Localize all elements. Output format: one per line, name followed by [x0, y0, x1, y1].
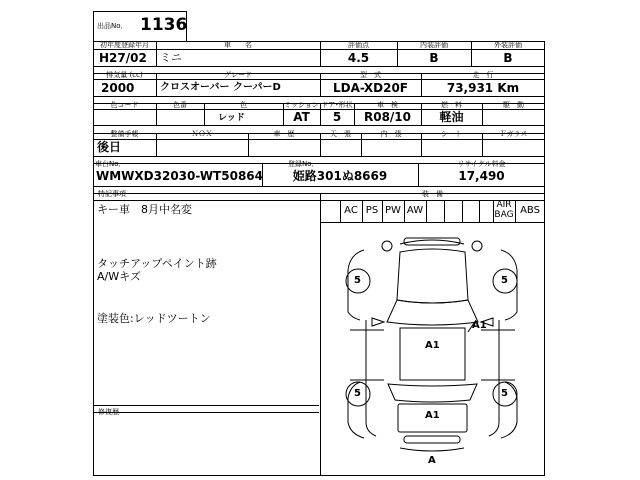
right-side-damage: A1	[472, 320, 487, 331]
equipment-row	[320, 200, 545, 222]
grade-value: クロスオーバー クーパーD	[160, 82, 281, 93]
remark-line-3: A/Wキズ	[97, 270, 141, 283]
recycle-label: リサイクル料金	[457, 160, 506, 168]
equipment-ps: PS	[365, 205, 379, 216]
history-label: 車 歴	[273, 130, 295, 138]
score-value: 4.5	[347, 51, 370, 65]
remark-line-1: キー車 8月中名変	[97, 203, 192, 216]
equipment-abs: ABS	[520, 205, 540, 216]
equipment-pw: PW	[385, 205, 401, 216]
transmission-value: AT	[293, 110, 310, 124]
equipment-air: AIR	[496, 200, 512, 210]
score-label: 評価点	[348, 41, 369, 49]
interior-trim-label: 内 張	[380, 130, 402, 138]
fuel-label: 燃 料	[441, 101, 462, 109]
nox-label: ＮＯＸ	[191, 130, 213, 138]
transmission-label: ミッション	[284, 101, 319, 109]
mileage-value: 73,931 Km	[446, 81, 520, 95]
chassis-label: 車台No．	[95, 160, 126, 168]
registration-label: 登録No．	[288, 160, 319, 168]
fuel-value: 軽油	[439, 110, 464, 124]
equipment-ac: AC	[344, 205, 358, 216]
exterior-score-label: 外装評価	[494, 41, 522, 49]
reg-date-value: H27/02	[99, 51, 147, 65]
equipment-bag: BAG	[494, 210, 514, 220]
equipment-aw: AW	[406, 205, 424, 216]
lot-number-label: 出品No．	[97, 22, 128, 30]
roof-damage: A1	[425, 340, 440, 351]
equipment-label: 装 備	[422, 190, 443, 198]
displacement-value: 2000	[101, 81, 135, 95]
tailgate-damage: A1	[425, 410, 440, 421]
color-value: レッド	[218, 113, 245, 123]
reg-date-label: 初年度登録年月	[100, 41, 149, 49]
wheel-front-right-grade: 5	[501, 275, 508, 286]
ceiling-label: 天 張	[330, 130, 351, 138]
interior-score-label: 内装評価	[420, 41, 448, 49]
color-code-label: 色コード	[110, 101, 139, 109]
recycle-value: 17,490	[458, 169, 505, 183]
remark-line-2: タッチアップペイント跡	[97, 257, 217, 270]
lot-number: 1136	[140, 15, 188, 35]
service-book-value: 後日	[97, 140, 122, 154]
grade-label: グレード	[224, 71, 252, 79]
chassis-value: WMWXD32030-WT50864	[96, 169, 263, 183]
remark-line-4: 塗装色:レッドツートン	[97, 312, 211, 325]
registration-value: 姫路301ぬ8669	[292, 169, 388, 183]
f-glass-label: Ｆガラス	[499, 130, 528, 138]
inspection-value: R08/10	[363, 110, 412, 124]
doors-value: 5	[332, 110, 342, 124]
displacement-label: 排気量 (cc)	[106, 71, 143, 79]
interior-score-value: B	[429, 51, 439, 65]
model-label: 型 式	[360, 71, 381, 79]
exterior-score-value: B	[503, 51, 513, 65]
seat-label: シート	[441, 130, 462, 138]
lot-number-box	[93, 11, 187, 41]
remarks-label: 特記事項	[98, 190, 126, 198]
service-book-label: 整備手帳	[110, 130, 139, 138]
inspection-label: 車 検	[377, 101, 398, 109]
model-value: LDA-XD20F	[332, 81, 408, 95]
wheel-rear-left-grade: 5	[354, 388, 361, 399]
car-name-value: ミニ	[160, 51, 182, 64]
drive-label: 駆 動	[503, 101, 524, 109]
color-label: 色	[240, 101, 247, 109]
door-shape-label: ドア･形状	[321, 101, 353, 109]
rear-bumper-damage: A	[428, 455, 436, 466]
mileage-label: 走 行	[472, 71, 494, 79]
color-no-label: 色番	[173, 101, 187, 109]
repair-label: 修復歴	[98, 408, 119, 416]
wheel-front-left-grade: 5	[354, 275, 361, 286]
car-name-label: 車 名	[224, 41, 252, 49]
wheel-rear-right-grade: 5	[501, 388, 508, 399]
